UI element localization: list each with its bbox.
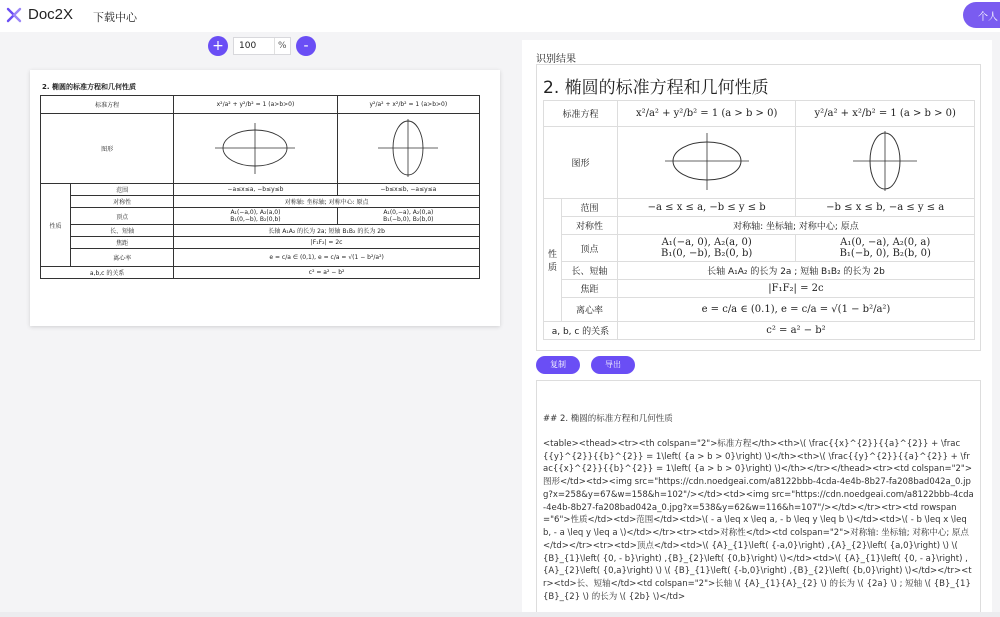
app-name: Doc2X: [28, 6, 74, 23]
res-range-label: 范围: [562, 199, 618, 217]
src-vertex2: [337, 208, 479, 225]
src-ecc-label: 离心率: [71, 249, 174, 267]
top-bar: [0, 0, 1000, 32]
res-std-eq-label: 标准方程: [544, 101, 618, 127]
src-graph1: [174, 114, 337, 184]
src-sym-label: 对称性: [71, 196, 174, 208]
src-graph2: [337, 114, 479, 184]
ellipse-horizontal-icon: [210, 118, 300, 178]
src-range-label: 范围: [71, 184, 174, 196]
res-graph1: [617, 127, 796, 199]
src-vertex-label: 顶点: [71, 208, 174, 225]
zoom-controls: [208, 36, 316, 56]
bottom-strip: [0, 612, 1000, 617]
res-focal-value: |F₁F₂| = 2c: [617, 280, 974, 298]
res-relation-label: a, b, c 的关系: [544, 322, 618, 340]
res-props-label: 性质: [544, 199, 562, 322]
res-relation-value: c² = a² − b²: [617, 322, 974, 340]
markdown-heading: ## 2. 椭圆的标准方程和几何性质: [543, 414, 673, 424]
src-v2b: B₁(−b,0), B₂(b,0): [383, 216, 434, 223]
res-sym-label: 对称性: [562, 217, 618, 235]
src-eq1: x²/a² + y²/b² = 1 (a>b>0): [174, 96, 337, 114]
res-vertex2: [796, 235, 975, 262]
src-v2a: A₁(0,−a), A₂(0,a): [383, 209, 434, 216]
src-graph-label: 图形: [41, 114, 174, 184]
zoom-in-button[interactable]: +: [208, 36, 228, 56]
ellipse-vertical-icon: [373, 117, 443, 179]
markdown-body: <table><thead><tr><th colspan="2">标准方程</th><th>\( \frac{{x}^{2}}{{a}^{2}} + \frac{{y}^{2}}{{b}^{2}} = 1\left( {a > b > 0}\right) \)</th><th>\( \frac{{y}^{2}}{{a}^{2}} + \frac{{x}^{2}}{{b}^{2}} = 1\left( {a > b > 0}\right) \)</th></tr></thead><tr><td colspan="2">图形</td><td><img src="https://cdn.noedgeai.com/a8122bbb-4cda-4e4b-8b27-fa208bad042a_0.jpg?x=258&y=67&w=158&h=102"/></td><td><img src="https://cdn.noedgeai.com/a8122bbb-4cda-4e4b-8b27-fa208bad042a_0.jpg?x=538&y=62&w=116&h=107"/></td></tr><tr><td rowspan="6">性质</td><td>范围</td><td>\( - a \leq x \leq a, - b \leq y \leq b \)</td><td>\( - b \leq x \leq b, - a \leq y \leq a \)</td></tr><tr><td>对称性</td><td colspan="2">对称轴: 坐标轴; 对称中心; 原点</td></tr><tr><td>顶点</td><td>\( {A}_{1}\left( {-a,0}\right) ,{A}_{2}\left( {a,0}\right) \) \( {B}_{1}\left( {0, - b}\right) ,{B}_{2}\left( {0,b}\right) \)</td><td>\( {A}_{1}\left( {0, - a}\right) ,{A}_{2}\left( {0,a}\right) \) \( {B}_{1}\left( {-b,0}\right) ,{B}_{2}\left( {b,0}\right) \)</td></tr><tr><td>长、短轴</td><td colspan="2">长轴 \( {A}_{1}{A}_{2} \) 的长为 \( {2a} \) ; 短轴 \( {B}_{1}{B}_{2} \) 的长为 \( {2b} \)</td>: [543, 438, 974, 602]
res-sym-value: 对称轴: 坐标轴; 对称中心; 原点: [617, 217, 974, 235]
src-axis-value: 长轴 A₁A₂ 的长为 2a; 短轴 B₁B₂ 的长为 2b: [174, 225, 480, 237]
src-vertex1: [174, 208, 337, 225]
res-v2b: B₁(−b, 0), B₂(b, 0): [839, 248, 931, 259]
zoom-value: 100: [239, 41, 257, 51]
src-props-label: 性质: [41, 184, 71, 267]
markdown-output[interactable]: [536, 380, 981, 617]
src-sym-value: 对称轴: 坐标轴; 对称中心: 原点: [174, 196, 480, 208]
res-vertex-label: 顶点: [562, 235, 618, 262]
src-std-eq-label: 标准方程: [41, 96, 174, 114]
res-v2a: A₁(0, −a), A₂(0, a): [840, 237, 931, 248]
src-ecc-value: e = c/a ∈ (0,1), e = c/a = √(1 − b²/a²): [174, 249, 480, 267]
src-range1: −a≤x≤a, −b≤y≤b: [174, 184, 337, 196]
src-relation-label: a,b,c 的关系: [41, 267, 174, 279]
result-label: 识别结果: [536, 54, 576, 65]
src-focal-label: 焦距: [71, 237, 174, 249]
src-relation-value: c² = a² − b²: [174, 267, 480, 279]
res-axis-label: 长、短轴: [562, 262, 618, 280]
src-eq2: y²/a² + x²/b² = 1 (a>b>0): [337, 96, 479, 114]
doc2x-logo-icon: [6, 7, 22, 23]
res-ecc-label: 离心率: [562, 298, 618, 322]
copy-button[interactable]: 复制: [536, 356, 580, 374]
res-eq1: x²/a² + y²/b² = 1 (a > b > 0): [617, 101, 796, 127]
res-range2: −b ≤ x ≤ b, −a ≤ y ≤ a: [796, 199, 975, 217]
res-ecc-value: e = c/a ∈ (0.1), e = c/a = √(1 − b²/a²): [617, 298, 974, 322]
res-vertex1: [617, 235, 796, 262]
res-range1: −a ≤ x ≤ a, −b ≤ y ≤ b: [617, 199, 796, 217]
res-axis-value: 长轴 A₁A₂ 的长为 2a ; 短轴 B₁B₂ 的长为 2b: [617, 262, 974, 280]
zoom-unit: %: [274, 38, 290, 54]
src-v1a: A₁(−a,0), A₂(a,0): [230, 209, 281, 216]
user-button[interactable]: 个人: [963, 2, 1000, 28]
zoom-out-button[interactable]: -: [296, 36, 316, 56]
zoom-input[interactable]: [233, 37, 291, 55]
res-graph-label: 图形: [544, 127, 618, 199]
ellipse-vertical-icon: [850, 129, 920, 193]
res-graph2: [796, 127, 975, 199]
source-table: [40, 95, 480, 279]
nav-download-center[interactable]: 下载中心: [93, 11, 137, 24]
src-v1b: B₁(0,−b), B₂(0,b): [230, 216, 281, 223]
res-focal-label: 焦距: [562, 280, 618, 298]
app-logo[interactable]: [6, 6, 73, 23]
result-title: 2. 椭圆的标准方程和几何性质: [543, 78, 769, 98]
rendered-result: [536, 64, 981, 351]
export-button[interactable]: 导出: [591, 356, 635, 374]
src-range2: −b≤x≤b, −a≤y≤a: [337, 184, 479, 196]
src-focal-value: |F₁F₂| = 2c: [174, 237, 480, 249]
src-axis-label: 长、短轴: [71, 225, 174, 237]
result-table: [543, 100, 975, 340]
res-v1a: A₁(−a, 0), A₂(a, 0): [661, 237, 752, 248]
result-panel: [522, 40, 992, 617]
source-title: 2. 椭圆的标准方程和几何性质: [42, 83, 136, 91]
res-eq2: y²/a² + x²/b² = 1 (a > b > 0): [796, 101, 975, 127]
ellipse-horizontal-icon: [662, 130, 752, 192]
source-document-preview: [30, 70, 500, 326]
res-v1b: B₁(0, −b), B₂(0, b): [661, 248, 753, 259]
